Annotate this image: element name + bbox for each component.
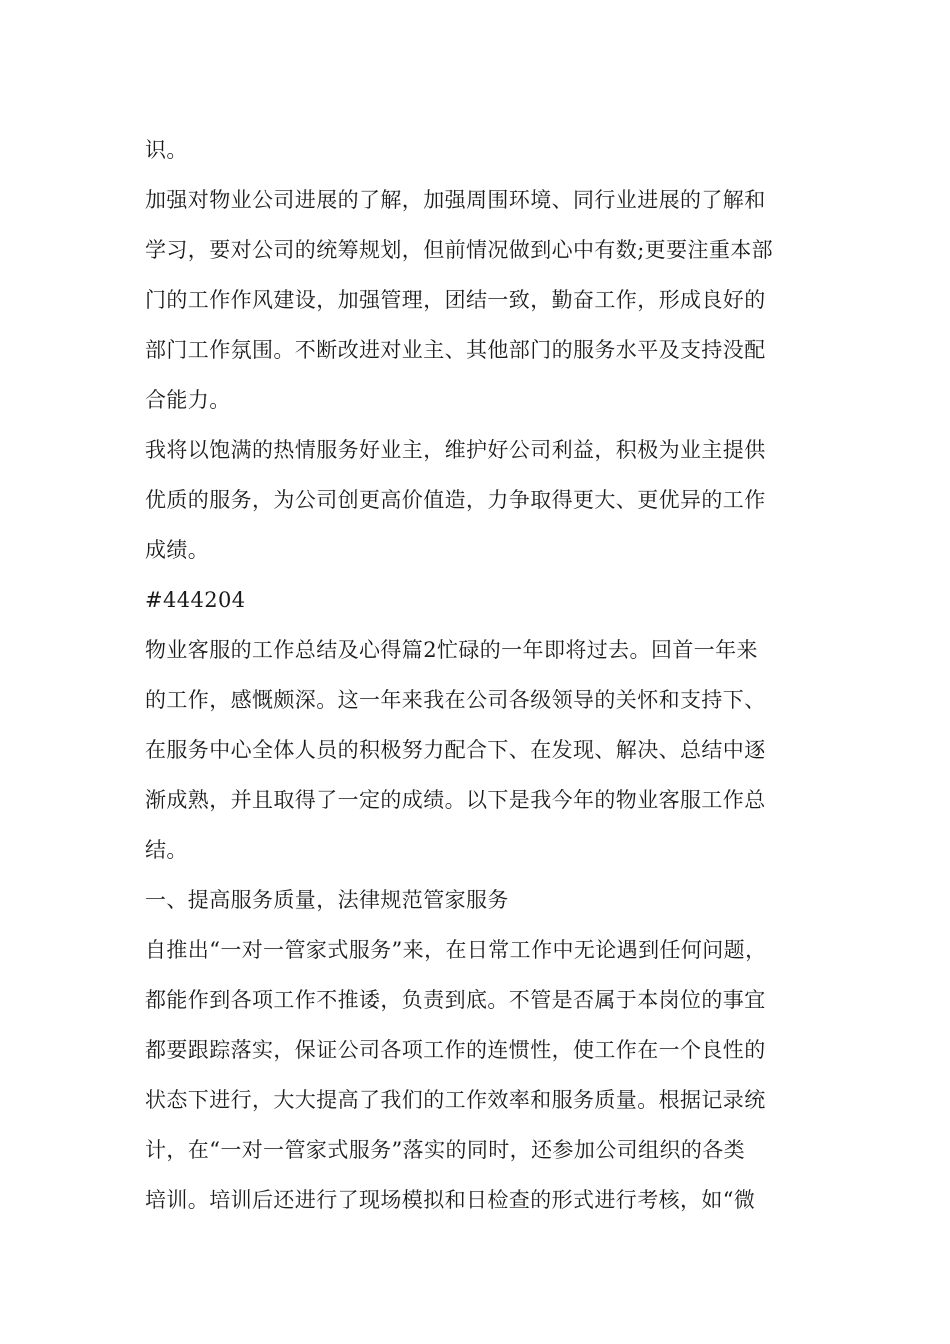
document-body <box>145 125 810 1225</box>
text-line: 在服务中心全体人员的积极努力配合下、在发现、解决、总结中逐 <box>145 738 766 762</box>
text-line: #444204 <box>145 588 246 612</box>
text-line: 学习，要对公司的统筹规划，但前情况做到心中有数;更要注重本部 <box>145 238 774 262</box>
text-line: 门的工作作风建设，加强管理，团结一致，勤奋工作，形成良好的 <box>145 288 766 312</box>
text-line: 我将以饱满的热情服务好业主，维护好公司利益，积极为业主提供 <box>145 438 766 462</box>
text-line: 计，在“一对一管家式服务”落实的同时，还参加公司组织的各类 <box>145 1138 746 1162</box>
text-line: 识。 <box>145 138 188 162</box>
text-line: 培训。培训后还进行了现场模拟和日检查的形式进行考核，如“微 <box>145 1188 756 1212</box>
text-line: 的工作，感慨颇深。这一年来我在公司各级领导的关怀和支持下、 <box>145 688 766 712</box>
text-line: 优质的服务，为公司创更高价值造，力争取得更大、更优异的工作 <box>145 488 766 512</box>
text-line: 都能作到各项工作不推诿，负责到底。不管是否属于本岗位的事宜 <box>145 988 766 1012</box>
text-line: 加强对物业公司进展的了解，加强周围环境、同行业进展的了解和 <box>145 188 766 212</box>
text-line: 结。 <box>145 838 188 862</box>
text-line: 都要跟踪落实，保证公司各项工作的连惯性，使工作在一个良性的 <box>145 1038 766 1062</box>
section-heading: 一、提高服务质量，法律规范管家服务 <box>145 888 509 912</box>
text-line: 自推出“一对一管家式服务”来，在日常工作中无论遇到任何问题， <box>145 938 767 962</box>
text-line: 成绩。 <box>145 538 210 562</box>
text-line: 渐成熟，并且取得了一定的成绩。以下是我今年的物业客服工作总 <box>145 788 766 812</box>
text-line: 物业客服的工作总结及心得篇2忙碌的一年即将过去。回首一年来 <box>145 638 758 662</box>
text-line: 部门工作氛围。不断改进对业主、其他部门的服务水平及支持没配 <box>145 338 766 362</box>
text-line: 状态下进行，大大提高了我们的工作效率和服务质量。根据记录统 <box>145 1088 766 1112</box>
text-line: 合能力。 <box>145 388 231 412</box>
